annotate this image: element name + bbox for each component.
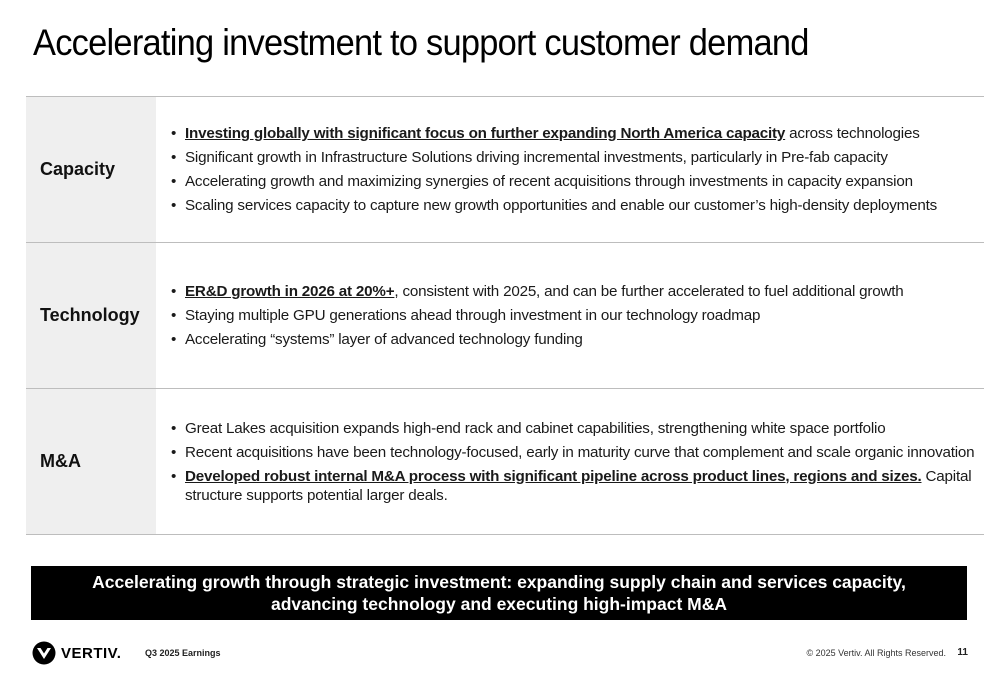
bullet-text: Significant growth in Infrastructure Solutions driving incremental investments, particularly in Pre-fab capacity	[185, 149, 888, 166]
bullet-item	[171, 419, 984, 438]
row-label-mna: M&A	[26, 389, 156, 534]
bullet-item	[171, 124, 984, 143]
bullet-text: Scaling services capacity to capture new growth opportunities and enable our customer’s high-density deployments	[185, 197, 938, 214]
bullet-text: Great Lakes acquisition expands high-end rack and cabinet capabilities, strengthening white space portfolio	[185, 419, 886, 437]
bullet-text: Accelerating “systems” layer of advanced technology funding	[185, 331, 583, 348]
table-row-mna	[26, 389, 984, 535]
bullet-text: Accelerating growth and maximizing synergies of recent acquisitions through investments in capacity expansion	[185, 173, 913, 190]
bullet-text: Recent acquisitions have been technology-focused, early in maturity curve that complement and scale organic innovation	[185, 443, 975, 461]
copyright-text: © 2025 Vertiv. All Rights Reserved.	[806, 648, 946, 658]
footer-label: Q3 2025 Earnings	[145, 648, 221, 658]
vertiv-logo-icon	[32, 641, 56, 665]
bullet-item	[171, 282, 984, 301]
bullet-list	[171, 277, 984, 354]
bullet-highlight: Developed robust internal M&A process with significant pipeline across product lines, regions and sizes.	[185, 467, 922, 485]
bullet-item	[171, 330, 984, 349]
page-title: Accelerating investment to support customer demand	[33, 22, 809, 63]
row-body-capacity	[156, 97, 984, 242]
investment-table	[26, 96, 984, 535]
bullet-item	[171, 467, 984, 505]
bullet-list	[171, 119, 984, 220]
table-row-technology	[26, 243, 984, 389]
bullet-list	[171, 414, 984, 510]
bullet-highlight: ER&D growth in 2026 at 20%+	[185, 283, 395, 300]
bullet-item	[171, 196, 984, 215]
logo-text: VERTIV.	[61, 644, 122, 662]
bullet-item	[171, 443, 984, 462]
bullet-highlight: Investing globally with significant focus on further expanding North America capacity	[185, 125, 786, 142]
page-number: 11	[957, 647, 968, 658]
bullet-item	[171, 172, 984, 191]
row-body-mna	[156, 389, 984, 534]
bullet-text: across technologies	[785, 125, 920, 142]
vertiv-logo	[32, 641, 121, 665]
row-body-technology	[156, 243, 984, 388]
bullet-item	[171, 148, 984, 167]
row-label-capacity: Capacity	[26, 97, 156, 242]
row-label-technology: Technology	[26, 243, 156, 388]
bullet-text: Staying multiple GPU generations ahead through investment in our technology roadmap	[185, 307, 761, 324]
summary-banner: Accelerating growth through strategic investment: expanding supply chain and services capacity, advancing technology and executing high-impact M&A	[31, 566, 967, 620]
table-row-capacity	[26, 97, 984, 243]
bullet-text: Capital structure supports potential larger deals.	[185, 467, 972, 504]
bullet-item	[171, 306, 984, 325]
bullet-text: , consistent with 2025, and can be further accelerated to fuel additional growth	[394, 283, 904, 300]
